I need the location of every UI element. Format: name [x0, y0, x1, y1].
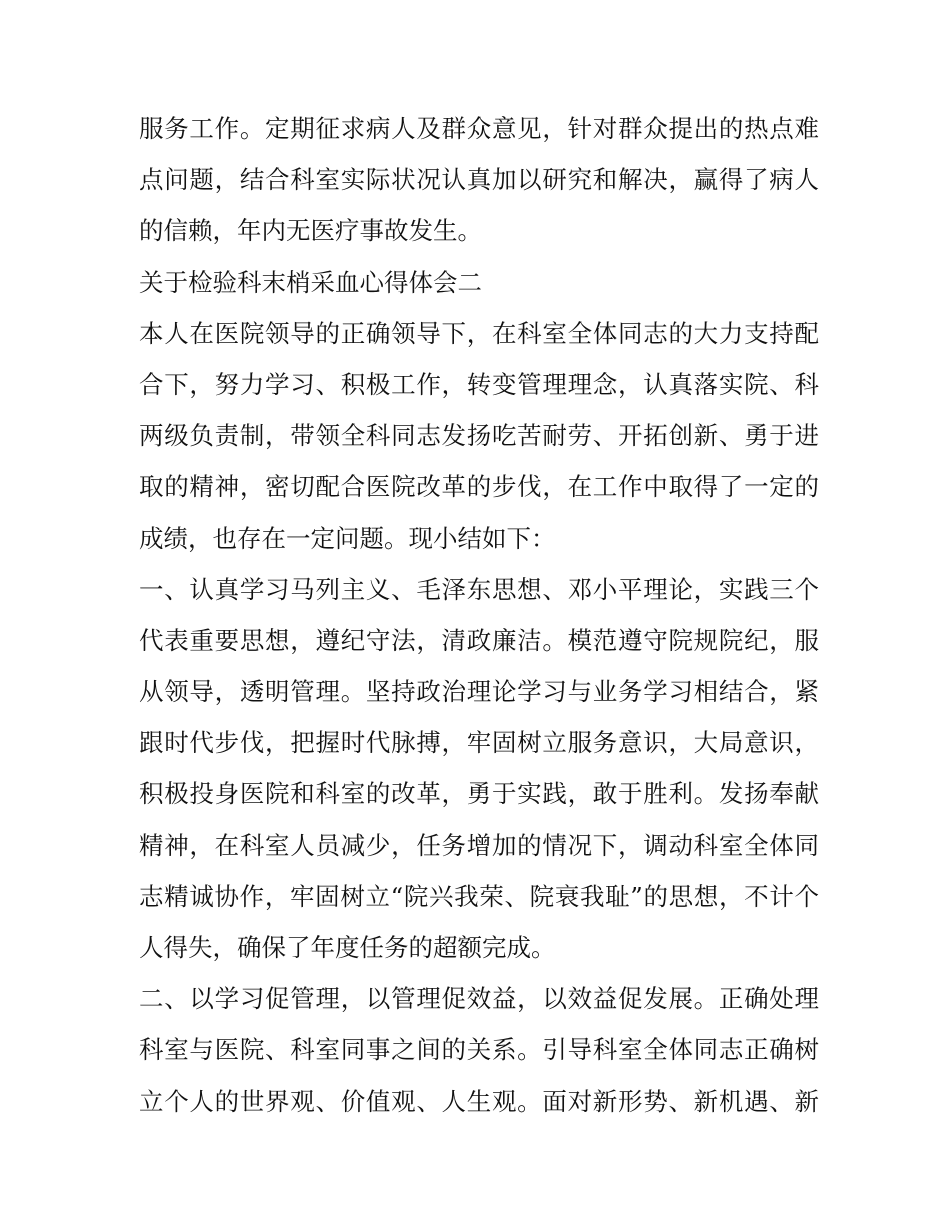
text-line: 志精诚协作，牢固树立“院兴我荣、院衰我耻”的思想，不计个 [139, 881, 819, 911]
body-text [139, 103, 819, 1127]
text-line: 科室与医院、科室同事之间的关系。引导科室全体同志正确树 [139, 1035, 819, 1065]
text-line: 一、认真学习马列主义、毛泽东思想、邓小平理论，实践三个 [139, 574, 819, 604]
text-line: 本人在医院领导的正确领导下，在科室全体同志的大力支持配 [139, 318, 819, 348]
text-line: 精神，在科室人员减少，任务增加的情况下，调动科室全体同 [139, 830, 819, 860]
text-line: 两级负责制，带领全科同志发扬吃苦耐劳、开拓创新、勇于进 [139, 421, 819, 451]
text-line: 跟时代步伐，把握时代脉搏，牢固树立服务意识，大局意识， [139, 728, 819, 758]
text-line: 立个人的世界观、价值观、人生观。面对新形势、新机遇、新 [139, 1086, 819, 1116]
text-line: 积极投身医院和科室的改革，勇于实践，敢于胜利。发扬奉献 [139, 779, 819, 809]
text-line: 取的精神，密切配合医院改革的步伐，在工作中取得了一定的 [139, 472, 819, 502]
text-line: 的信赖，年内无医疗事故发生。 [139, 216, 482, 246]
text-line: 人得失，确保了年度任务的超额完成。 [139, 933, 556, 962]
text-line: 服务工作。定期征求病人及群众意见，针对群众提出的热点难 [139, 114, 819, 143]
text-line: 合下，努力学习、积极工作，转变管理理念，认真落实院、科 [139, 369, 819, 399]
text-line: 代表重要思想，遵纪守法，清政廉洁。模范遵守院规院纪，服 [139, 625, 819, 655]
text-line: 点问题，结合科室实际状况认真加以研究和解决，赢得了病人 [139, 165, 819, 195]
text-line: 从领导，透明管理。坚持政治理论学习与业务学习相结合，紧 [139, 677, 819, 707]
text-line: 二、以学习促管理，以管理促效益，以效益促发展。正确处理 [139, 984, 819, 1014]
section-heading: 关于检验科末梢采血心得体会二 [139, 267, 482, 297]
text-line: 成绩，也存在一定问题。现小结如下： [139, 523, 556, 553]
